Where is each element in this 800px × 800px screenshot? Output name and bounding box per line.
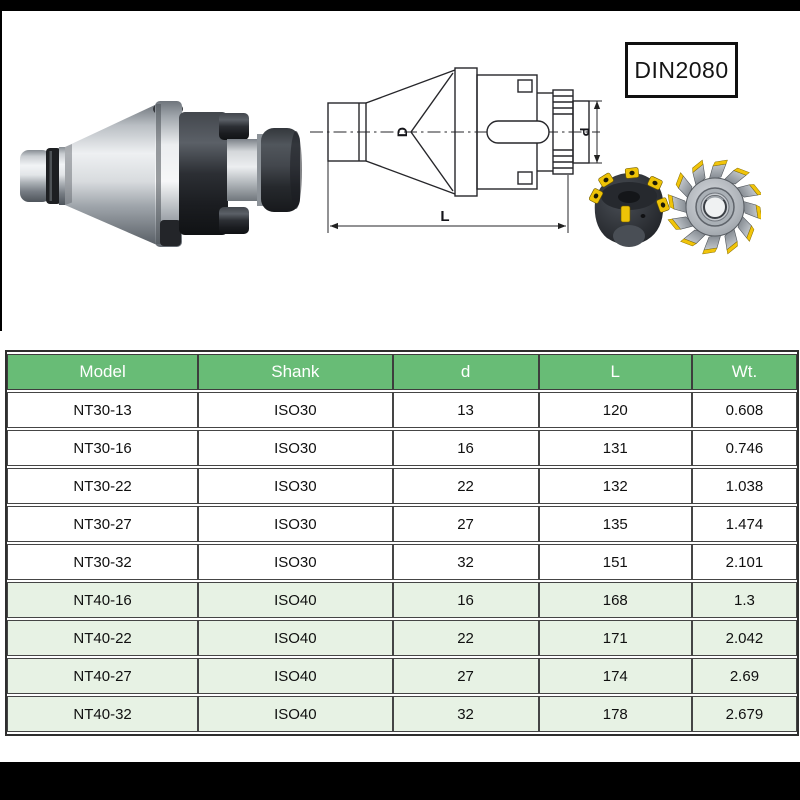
- table-cell: 22: [393, 620, 539, 656]
- milling-cutters-image: [589, 158, 761, 262]
- table-cell: 27: [393, 506, 539, 542]
- table-cell: ISO40: [198, 696, 392, 732]
- table-cell: NT40-27: [7, 658, 198, 694]
- table-row: [7, 696, 797, 732]
- taper-cone: [65, 104, 157, 245]
- table-cell: ISO30: [198, 506, 392, 542]
- table-cell: 13: [393, 392, 539, 428]
- column-header: d: [393, 354, 539, 390]
- table-cell: 16: [393, 430, 539, 466]
- table-cell: NT30-22: [7, 468, 198, 504]
- table-cell: 0.608: [692, 392, 797, 428]
- table-cell: NT30-27: [7, 506, 198, 542]
- column-header: Wt.: [692, 354, 797, 390]
- table-cell: 2.042: [692, 620, 797, 656]
- table-cell: 16: [393, 582, 539, 618]
- table-cell: ISO30: [198, 392, 392, 428]
- table-cell: 0.746: [692, 430, 797, 466]
- side-mill-cutter-image: [668, 160, 761, 254]
- spec-table-body: [7, 392, 797, 732]
- table-cell: 1.474: [692, 506, 797, 542]
- table-cell: 131: [539, 430, 692, 466]
- table-cell: ISO40: [198, 620, 392, 656]
- face-mill-cutter-image: [589, 167, 670, 247]
- table-row: [7, 658, 797, 694]
- spec-table-container: [5, 350, 795, 736]
- table-cell: ISO30: [198, 544, 392, 580]
- table-cell: 1.038: [692, 468, 797, 504]
- spec-table: [5, 350, 799, 736]
- table-cell: 151: [539, 544, 692, 580]
- table-cell: 174: [539, 658, 692, 694]
- table-row: [7, 506, 797, 542]
- table-cell: NT30-32: [7, 544, 198, 580]
- table-cell: 120: [539, 392, 692, 428]
- table-cell: 2.101: [692, 544, 797, 580]
- technical-drawing: [308, 57, 603, 239]
- top-black-bar: [0, 0, 800, 11]
- pull-stud: [20, 147, 67, 205]
- table-cell: ISO40: [198, 658, 392, 694]
- table-cell: 132: [539, 468, 692, 504]
- table-cell: 22: [393, 468, 539, 504]
- column-header: L: [539, 354, 692, 390]
- column-header: Shank: [198, 354, 392, 390]
- table-header-row: [7, 354, 797, 390]
- table-row: [7, 544, 797, 580]
- table-cell: 1.3: [692, 582, 797, 618]
- column-header: Model: [7, 354, 198, 390]
- table-row: [7, 468, 797, 504]
- table-row: [7, 582, 797, 618]
- table-cell: ISO40: [198, 582, 392, 618]
- table-cell: 32: [393, 696, 539, 732]
- dimension-label-d: D: [394, 126, 410, 138]
- tool-holder-photo-image: [15, 92, 305, 264]
- table-row: [7, 430, 797, 466]
- table-cell: NT40-22: [7, 620, 198, 656]
- table-cell: NT40-16: [7, 582, 198, 618]
- left-edge-strip: [0, 11, 2, 331]
- dimension-label-l: L: [440, 208, 450, 225]
- table-cell: 2.69: [692, 658, 797, 694]
- flange-disc: [153, 101, 183, 247]
- table-cell: NT30-13: [7, 392, 198, 428]
- table-cell: NT30-16: [7, 430, 198, 466]
- table-cell: NT40-32: [7, 696, 198, 732]
- table-cell: ISO30: [198, 468, 392, 504]
- table-cell: 135: [539, 506, 692, 542]
- table-row: [7, 392, 797, 428]
- dimension-label-p: P: [577, 127, 592, 137]
- bottom-black-bar: [0, 762, 800, 800]
- standard-label: DIN2080: [634, 56, 729, 83]
- standard-label-box: [625, 42, 738, 98]
- table-cell: ISO30: [198, 430, 392, 466]
- arbor-end: [227, 128, 302, 212]
- table-cell: 2.679: [692, 696, 797, 732]
- table-row: [7, 620, 797, 656]
- table-cell: 171: [539, 620, 692, 656]
- table-cell: 168: [539, 582, 692, 618]
- table-cell: 32: [393, 544, 539, 580]
- table-cell: 27: [393, 658, 539, 694]
- table-cell: 178: [539, 696, 692, 732]
